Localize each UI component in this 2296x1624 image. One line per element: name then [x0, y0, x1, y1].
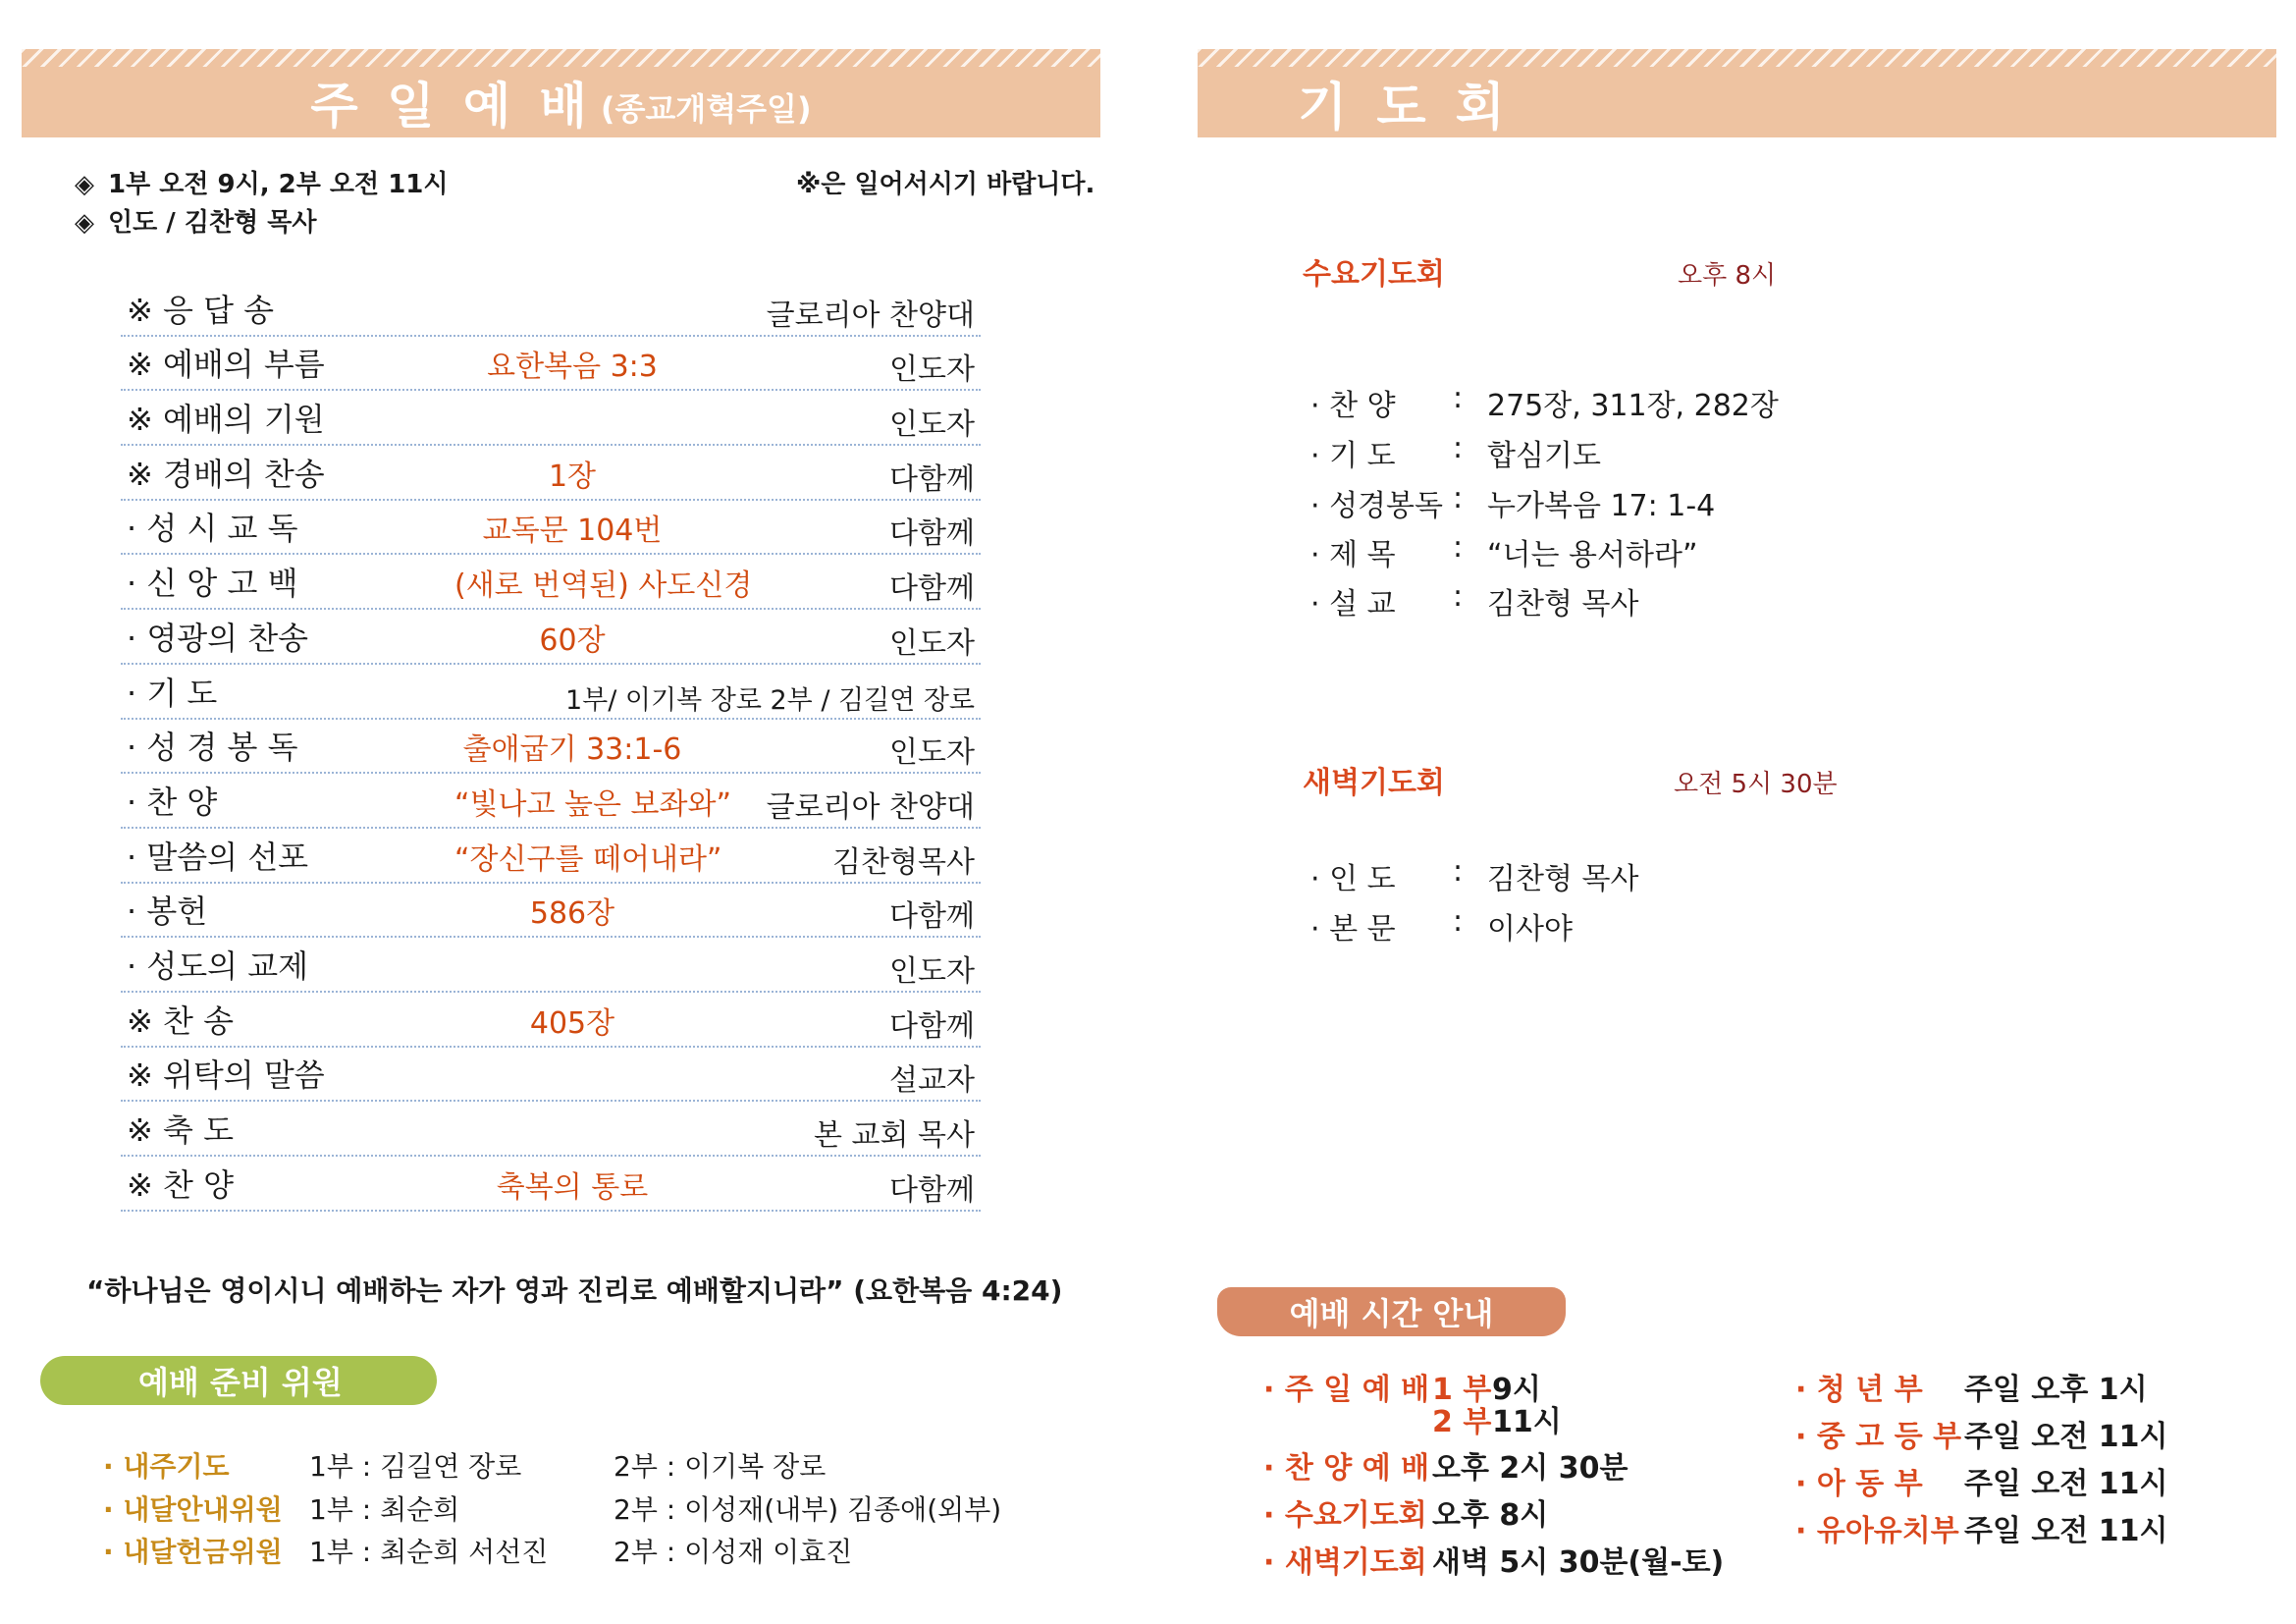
prep-first-service: 1부 : 김길연 장로: [309, 1450, 522, 1483]
order-row: [121, 1102, 981, 1157]
order-row: [121, 446, 981, 501]
prayer-detail-key: · 인 도: [1310, 862, 1396, 896]
schedule-part: 1 부: [1432, 1373, 1492, 1407]
order-item-leader: 1부/ 이기복 장로 2부 / 김길연 장로: [564, 684, 975, 716]
wed-prayer-title: 수요기도회: [1303, 257, 1445, 292]
dawn-prayer-time: 오전 5시 30분: [1674, 770, 1838, 799]
prayer-header-bar: [1198, 49, 2276, 137]
order-item-name: · 영광의 찬송: [127, 619, 309, 657]
order-item-name: ※ 예배의 기원: [127, 401, 325, 439]
prayer-detail-colon: :: [1453, 431, 1464, 465]
prayer-detail-colon: :: [1453, 481, 1464, 515]
prayer-detail-colon: :: [1453, 579, 1464, 614]
order-item-detail: 출애굽기 33:1-6: [462, 732, 682, 768]
schedule-time: 오후 2시 30분: [1432, 1451, 1629, 1486]
prayer-detail-value: “너는 용서하라”: [1487, 538, 1698, 572]
order-item-name: ※ 찬 송: [127, 1001, 234, 1040]
schedule-name: · 수요기도회: [1263, 1498, 1427, 1533]
order-row: [121, 884, 981, 939]
order-item-name: ※ 예배의 부름: [127, 346, 325, 384]
order-row: [121, 610, 981, 665]
prayer-detail-key: · 본 문: [1310, 912, 1396, 947]
order-row: [121, 1048, 981, 1103]
order-item-leader: 다함께: [889, 1172, 975, 1208]
schedule-name: · 주 일 예 배: [1263, 1373, 1430, 1407]
prayer-detail-value: 김찬형 목사: [1487, 862, 1639, 896]
schedule-time: 11시: [1492, 1405, 1562, 1439]
order-row: [121, 555, 981, 610]
schedule-time: 주일 오전 11시: [1964, 1420, 2168, 1454]
order-item-leader: 설교자: [889, 1063, 975, 1099]
scripture-verse: “하나님은 영이시니 예배하는 자가 영과 진리로 예배할지니라” (요한복음 4:24): [86, 1274, 1063, 1307]
order-item-leader: 글로리아 찬양대: [766, 298, 975, 333]
order-item-name: · 기 도: [127, 674, 218, 712]
order-item-detail: 1장: [548, 459, 597, 494]
prayer-detail-key: · 설 교: [1310, 587, 1396, 622]
order-row: [121, 391, 981, 446]
prep-second-service: 2부 : 이성재(내부) 김종애(외부): [614, 1493, 1002, 1526]
schedule-part: 2 부: [1432, 1405, 1492, 1439]
order-item-leader: 다함께: [889, 899, 975, 935]
order-item-leader: 인도자: [889, 953, 975, 989]
prep-first-service: 1부 : 최순희: [309, 1493, 460, 1526]
order-item-leader: 인도자: [889, 625, 975, 661]
order-item-name: · 성 시 교 독: [127, 510, 298, 548]
diamond-icon: ◈: [75, 208, 94, 238]
schedule-time: 9시: [1492, 1373, 1541, 1407]
worship-subtitle: (종교개혁주일): [600, 90, 812, 128]
order-item-detail: 405장: [529, 1005, 615, 1041]
order-of-worship: [121, 282, 981, 1212]
order-row: [121, 774, 981, 829]
order-row: [121, 829, 981, 884]
service-times: [75, 164, 449, 200]
prep-second-service: 2부 : 이성재 이효진: [614, 1536, 853, 1568]
order-item-detail: 요한복음 3:3: [487, 350, 658, 385]
order-row: [121, 665, 981, 720]
order-row: [121, 993, 981, 1048]
schedule-name: · 아 동 부: [1795, 1467, 1923, 1501]
schedule-time: 주일 오전 11시: [1964, 1467, 2168, 1501]
worship-header: [22, 67, 1100, 137]
order-row: [121, 938, 981, 993]
prayer-detail-key: · 찬 양: [1310, 389, 1396, 423]
order-item-detail: (새로 번역된) 사도신경: [454, 568, 753, 604]
order-item-name: ※ 위탁의 말씀: [127, 1056, 325, 1095]
schedule-label: 예배 시간 안내: [1217, 1287, 1566, 1336]
service-leader-text: 인도 / 김찬형 목사: [108, 208, 317, 238]
standing-note: ※은 일어서시기 바랍니다.: [796, 170, 1095, 199]
order-item-name: · 성 경 봉 독: [127, 729, 298, 767]
order-item-leader: 다함께: [889, 461, 975, 497]
prayer-detail-colon: :: [1453, 530, 1464, 565]
wed-prayer-time: 오후 8시: [1678, 261, 1777, 291]
prayer-detail-value: 275장, 311장, 282장: [1487, 389, 1779, 423]
schedule-name: · 찬 양 예 배: [1263, 1451, 1430, 1486]
order-item-detail: 교독문 104번: [482, 514, 663, 549]
order-item-name: · 봉헌: [127, 893, 208, 931]
prayer-title: 기 도 회: [1298, 78, 1511, 137]
order-item-detail: 60장: [539, 623, 606, 658]
order-item-detail: “장신구를 떼어내라”: [454, 841, 722, 877]
order-item-name: · 성도의 교제: [127, 947, 309, 985]
order-item-leader: 글로리아 찬양대: [766, 789, 975, 825]
dawn-prayer-title: 새벽기도회: [1303, 766, 1445, 800]
order-item-name: · 찬 양: [127, 783, 218, 821]
prayer-detail-colon: :: [1453, 854, 1464, 889]
order-item-leader: 인도자: [889, 407, 975, 443]
prayer-detail-value: 합심기도: [1487, 439, 1601, 473]
order-item-name: · 말씀의 선포: [127, 838, 309, 876]
schedule-time: 주일 오전 11시: [1964, 1514, 2168, 1548]
order-item-leader: 김찬형목사: [832, 844, 975, 880]
order-item-detail: “빛나고 높은 보좌와”: [454, 786, 731, 822]
prep-role: · 내달안내위원: [103, 1493, 283, 1526]
prep-committee-label: 예배 준비 위원: [40, 1356, 437, 1405]
prayer-detail-value: 이사야: [1487, 912, 1573, 947]
order-item-name: ※ 응 답 송: [127, 291, 275, 329]
order-item-leader: 다함께: [889, 516, 975, 552]
schedule-name: · 유아유치부: [1795, 1514, 1959, 1548]
prep-first-service: 1부 : 최순희 서선진: [309, 1536, 549, 1568]
prayer-detail-value: 누가복음 17: 1-4: [1487, 489, 1716, 523]
prayer-detail-key: · 성경봉독: [1310, 489, 1443, 523]
order-row: [121, 337, 981, 392]
order-item-detail: 축복의 통로: [496, 1169, 649, 1205]
order-row: [121, 1157, 981, 1212]
schedule-name: · 중 고 등 부: [1795, 1420, 1962, 1454]
order-item-detail: 586장: [529, 896, 615, 932]
order-item-leader: 다함께: [889, 571, 975, 607]
prayer-detail-value: 김찬형 목사: [1487, 587, 1639, 622]
order-item-name: ※ 찬 양: [127, 1165, 234, 1204]
order-item-leader: 인도자: [889, 735, 975, 771]
schedule-time: 주일 오후 1시: [1964, 1373, 2148, 1407]
prayer-detail-colon: :: [1453, 904, 1464, 939]
worship-title: 주 일 예 배: [310, 78, 593, 135]
prayer-detail-key: · 기 도: [1310, 439, 1396, 473]
order-item-leader: 본 교회 목사: [814, 1118, 975, 1153]
order-item-leader: 인도자: [889, 352, 975, 388]
order-item-name: · 신 앙 고 백: [127, 565, 298, 603]
diamond-icon: ◈: [75, 170, 94, 199]
schedule-time: 오후 8시: [1432, 1498, 1549, 1533]
schedule-time: 새벽 5시 30분(월-토): [1432, 1545, 1725, 1580]
service-leader: [75, 202, 316, 239]
order-row: [121, 720, 981, 775]
prep-role: · 내주기도: [103, 1450, 230, 1483]
worship-header-bar: [22, 49, 1100, 137]
order-row: [121, 501, 981, 556]
schedule-name: · 청 년 부: [1795, 1373, 1923, 1407]
order-row: [121, 282, 981, 337]
order-item-leader: 다함께: [889, 1008, 975, 1044]
prep-second-service: 2부 : 이기복 장로: [614, 1450, 827, 1483]
order-item-name: ※ 축 도: [127, 1111, 234, 1149]
prayer-detail-colon: :: [1453, 381, 1464, 415]
order-item-name: ※ 경배의 찬송: [127, 455, 325, 493]
prep-role: · 내달헌금위원: [103, 1536, 283, 1568]
schedule-name: · 새벽기도회: [1263, 1545, 1427, 1580]
service-times-text: 1부 오전 9시, 2부 오전 11시: [108, 170, 449, 199]
prayer-detail-key: · 제 목: [1310, 538, 1396, 572]
